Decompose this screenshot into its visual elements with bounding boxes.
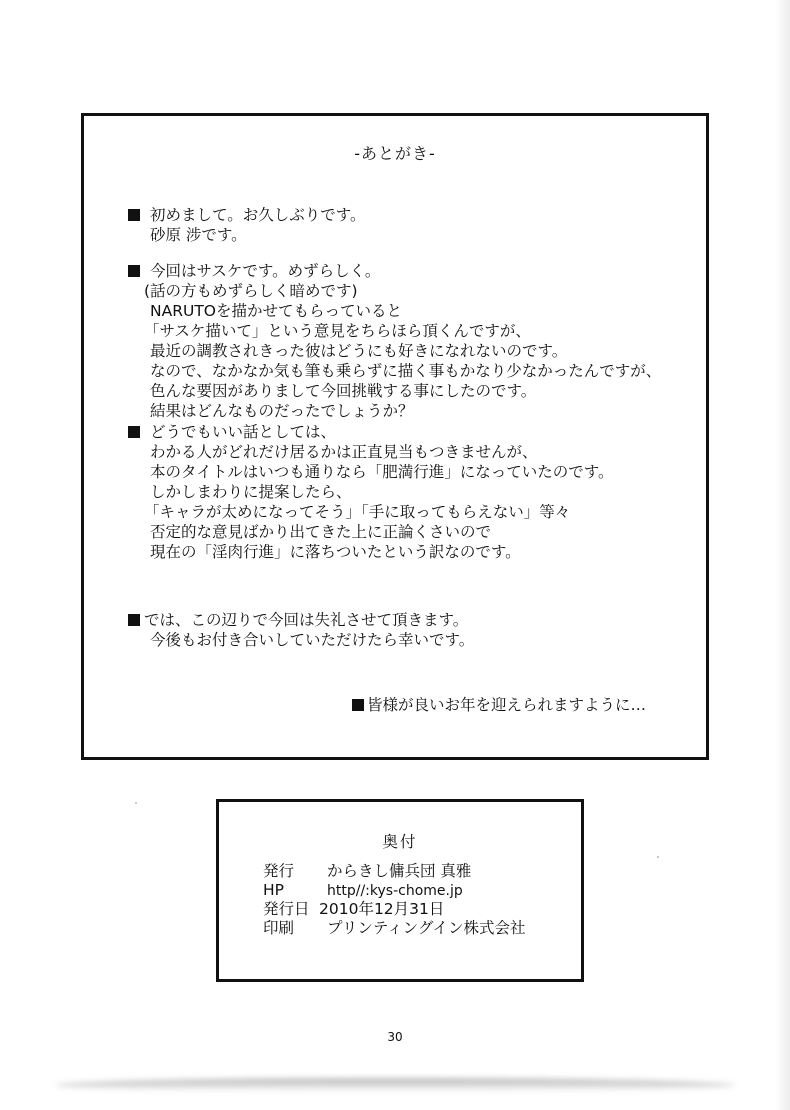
square-bullet-icon (128, 209, 140, 221)
square-bullet-icon (128, 265, 140, 277)
afterword-line: どうでもいい話としては、 (150, 423, 337, 441)
scan-speck (135, 802, 137, 804)
colophon-value: http//:kys-chome.jp (327, 883, 463, 899)
afterword-line: 今回はサスケです。めずらしく。 (150, 262, 381, 280)
afterword-line: わかる人がどれだけ居るかは正直見当もつきませんが、 (150, 443, 538, 461)
afterword-title: -あとがき- (354, 144, 436, 163)
square-bullet-icon (128, 426, 140, 438)
afterword-line: しかしまわりに提案したら、 (150, 483, 352, 501)
scan-speck (657, 856, 659, 858)
afterword-line: 色んな要因がありまして今回挑戦する事にしたのです。 (150, 382, 537, 400)
afterword-line: 現在の「淫肉行進」に落ちついたという訳なのです。 (150, 543, 521, 561)
afterword-line: 今後もお付き合いしていただけたら幸いです。 (150, 631, 475, 649)
page-edge-shade (776, 0, 790, 1110)
afterword-line: NARUTOを描かせてもらっていると (150, 302, 402, 320)
afterword-line: 否定的な意見ばかり出てきた上に正論くさいので (150, 523, 492, 541)
afterword-line: 「サスケ描いて」という意見をちらほら頂くんですが、 (144, 322, 531, 340)
colophon-value: からきし傭兵団 真雅 (327, 862, 472, 880)
afterword-line: 「キャラが太めになってそう」「手に取ってもらえない」等々 (144, 503, 571, 521)
square-bullet-icon (128, 614, 140, 626)
page-number: 30 (387, 1030, 403, 1044)
colophon-key: 印刷 (263, 919, 295, 937)
colophon-value: 2010年12月31日 (319, 900, 445, 918)
colophon-list (263, 862, 526, 938)
colophon-key: 発行 (263, 862, 295, 880)
afterword-line: 初めまして。お久しぶりです。 (150, 206, 366, 224)
colophon-row-publisher (263, 862, 526, 881)
closing-line (352, 693, 646, 715)
afterword-section-farewell (128, 610, 474, 650)
afterword-line: 砂原 涉です。 (150, 226, 247, 244)
afterword-box (81, 113, 709, 760)
afterword-line: (話の方もめずらしく暗めです) (144, 282, 358, 300)
afterword-line: では、この辺りで今回は失礼させて頂きます。 (144, 611, 469, 629)
colophon-row-homepage (263, 881, 526, 900)
square-bullet-icon (352, 699, 364, 711)
afterword-line: なので、なかなか気も筆も乗らずに描く事もかなり少なかったんですが、 (150, 362, 662, 380)
afterword-line: 最近の調教されきった彼はどうにも好きになれないのです。 (150, 342, 568, 360)
page-edge-shadow (55, 1078, 735, 1092)
afterword-section-sasuke (128, 261, 661, 421)
afterword-line: 本のタイトルはいつも通りなら「肥満行進」になっていたのです。 (150, 463, 614, 481)
colophon-value: プリンティングイン株式会社 (327, 919, 526, 937)
closing-text: 皆様が良いお年を迎えられますように… (367, 696, 647, 714)
colophon-row-printer (263, 919, 526, 938)
colophon-box (216, 799, 584, 982)
colophon-key: 発行日 (263, 900, 310, 918)
afterword-line: 結果はどんなものだったでしょうか？ (150, 402, 414, 420)
colophon-title: 奥付 (382, 833, 418, 851)
colophon-key: HP (263, 881, 285, 899)
afterword-section-greeting (128, 205, 365, 245)
afterword-section-title-story (128, 422, 613, 562)
colophon-row-date (263, 900, 526, 919)
